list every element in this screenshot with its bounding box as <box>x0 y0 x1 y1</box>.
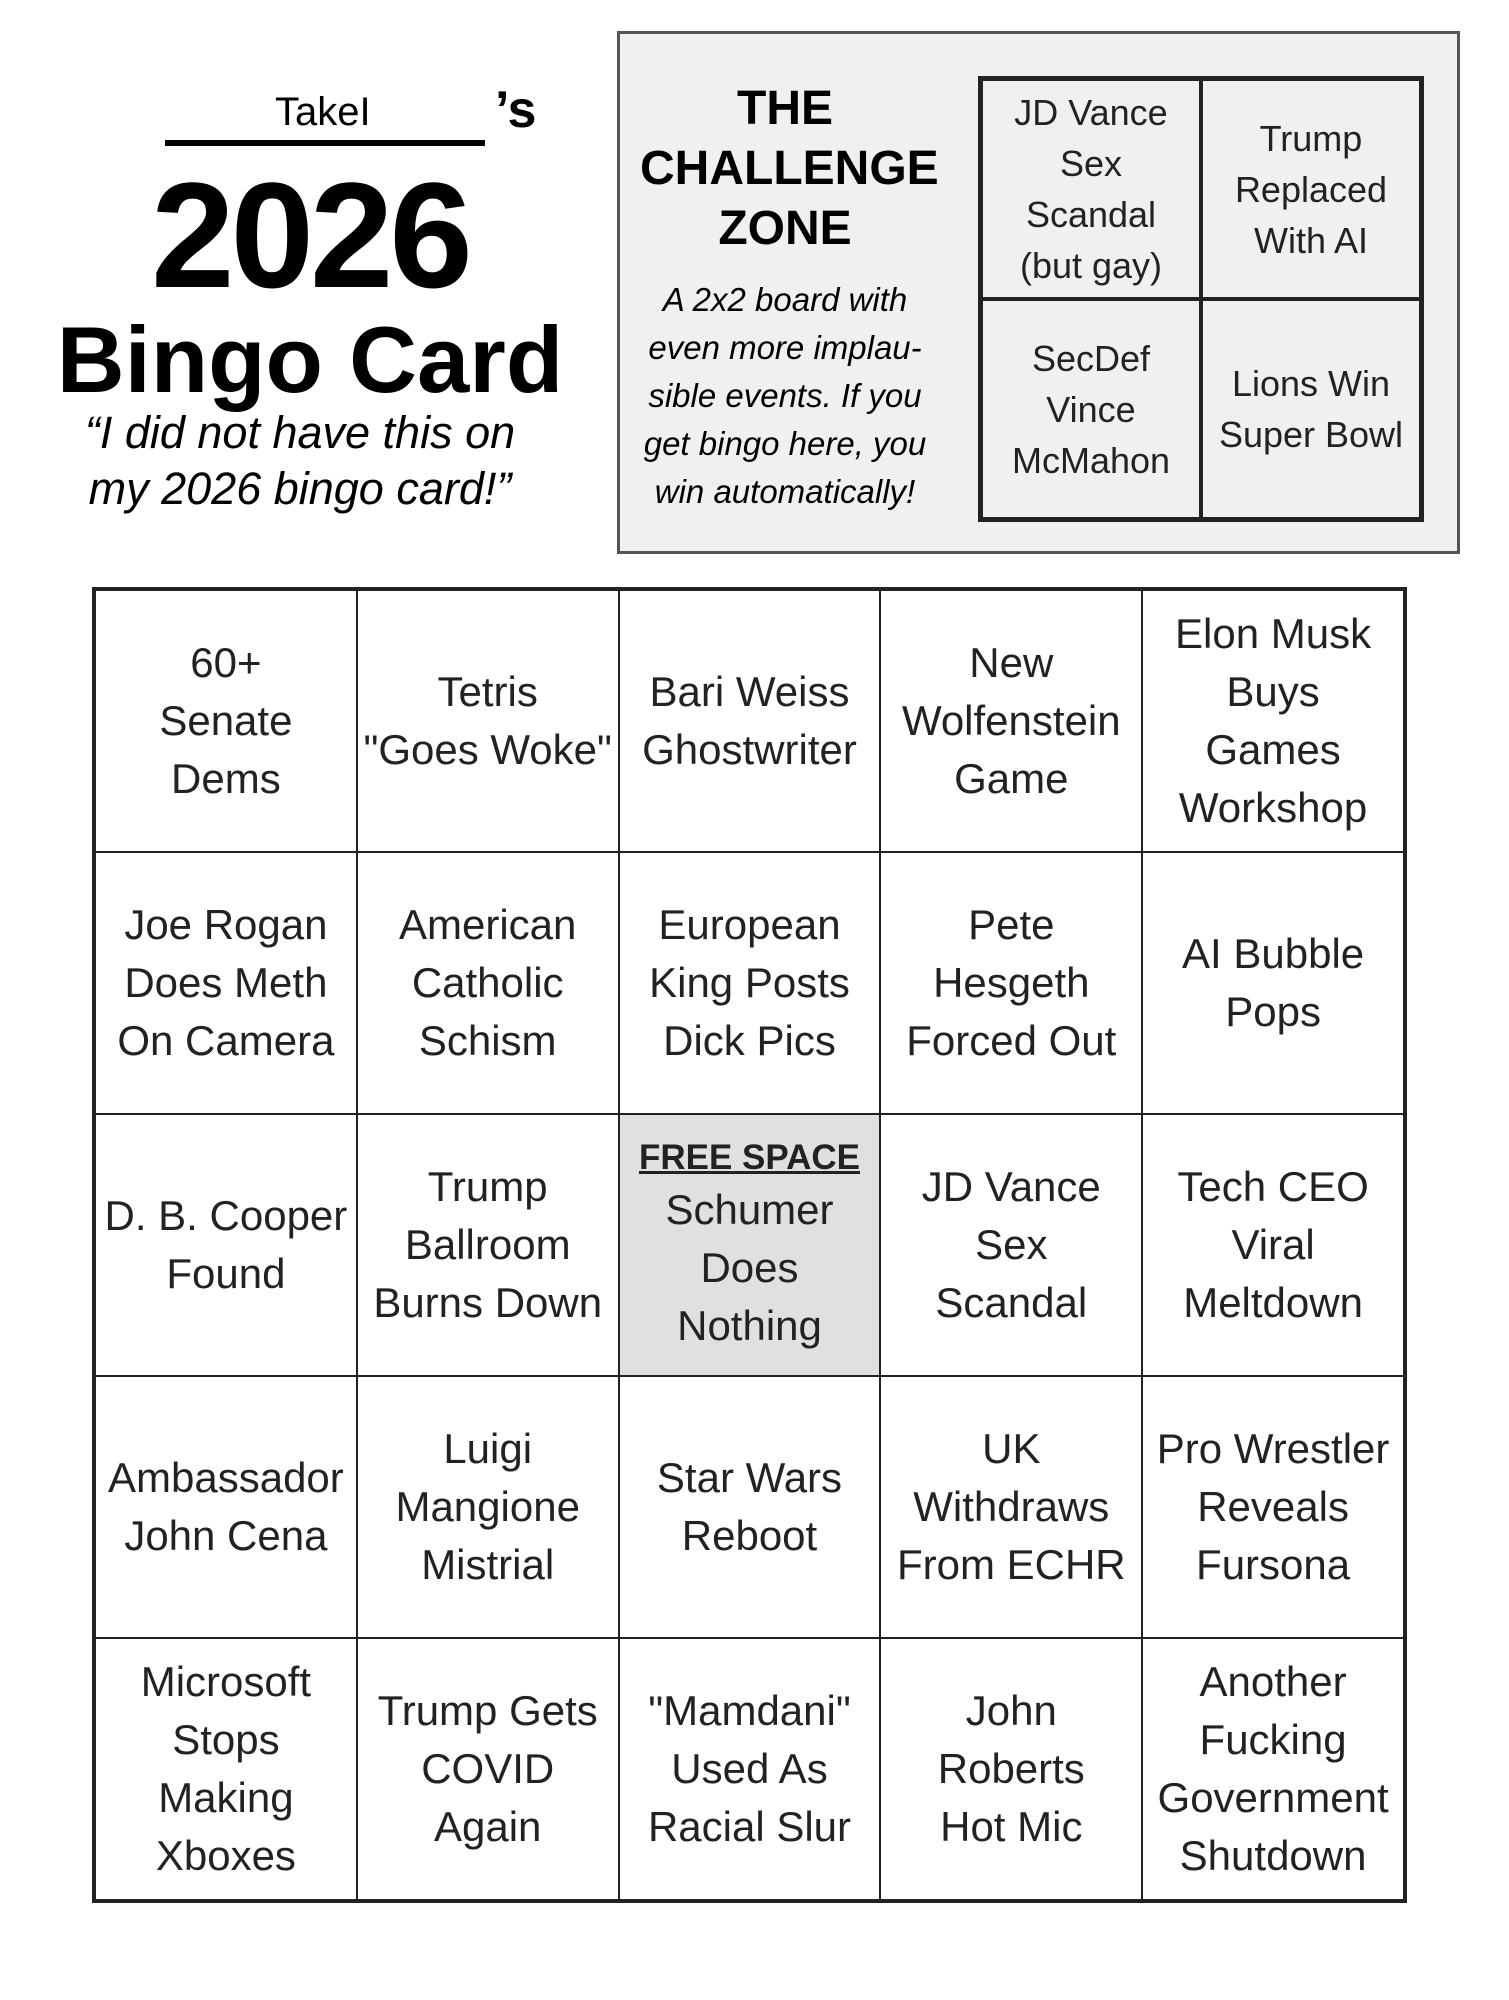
cell-text-line: On Camera <box>117 1017 335 1064</box>
challenge-zone-heading <box>640 79 939 259</box>
cell-text-line: Bari Weiss <box>649 668 850 715</box>
heading-line: THE <box>737 82 833 135</box>
cell-text-line: Pops <box>1225 988 1321 1035</box>
cell-text-line: Trump <box>1259 117 1363 159</box>
cell-text-line: Viral <box>1231 1221 1315 1268</box>
bingo-cell[interactable] <box>95 590 357 852</box>
challenge-grid <box>978 76 1424 522</box>
cell-text-line: Reveals <box>1197 1483 1349 1530</box>
bingo-cell[interactable] <box>1142 852 1404 1114</box>
cell-text-line: Microsoft <box>140 1658 312 1705</box>
card-title: Bingo Card <box>56 307 564 412</box>
cell-text-line: Again <box>433 1803 542 1850</box>
cell-text-line: New <box>969 639 1054 686</box>
cell-text-line: (but gay) <box>1019 245 1163 286</box>
bingo-cell[interactable] <box>357 1376 619 1638</box>
cell-text-line: European <box>658 901 841 948</box>
cell-text-line: Game <box>954 755 1069 802</box>
bingo-cell[interactable] <box>1142 590 1404 852</box>
cell-text-line: From ECHR <box>896 1541 1126 1588</box>
bingo-cell[interactable] <box>619 852 881 1114</box>
cell-text-line: 60+ <box>190 639 262 686</box>
bingo-cell[interactable] <box>880 1638 1142 1900</box>
heading-line: CHALLENGE <box>640 142 939 195</box>
cell-text-line: Fursona <box>1196 1541 1351 1588</box>
cell-text-line: "Goes Woke" <box>363 726 612 773</box>
owner-name: TakeI <box>275 90 371 134</box>
cell-text-line: Xboxes <box>155 1832 296 1879</box>
cell-text-line: Scandal <box>1025 194 1157 235</box>
cell-text-line: Dick Pics <box>663 1017 836 1064</box>
cell-text-line: King Posts <box>649 959 850 1006</box>
cell-text-line: Shutdown <box>1179 1832 1367 1879</box>
cell-text-line: Wolfenstein <box>901 697 1121 744</box>
cell-text-line: American <box>398 901 577 948</box>
cell-text-line: Withdraws <box>913 1483 1110 1530</box>
cell-text-line: Stops Making <box>158 1716 294 1821</box>
cell-text-line: Sex <box>1059 143 1123 184</box>
free-space-cell[interactable] <box>619 1114 881 1376</box>
cell-text-line: Scandal <box>935 1279 1088 1326</box>
cell-text-line: Mistrial <box>421 1541 555 1588</box>
cell-text-line: Luigi <box>443 1425 533 1472</box>
cell-text-line: Tetris <box>437 668 538 715</box>
cell-text-line: Hesgeth <box>933 959 1090 1006</box>
cell-text-line: Racial Slur <box>647 1803 852 1850</box>
cell-text-line: Pro Wrestler <box>1156 1425 1390 1472</box>
cell-text-line: John <box>965 1687 1057 1734</box>
card-year: 2026 <box>151 151 469 319</box>
cell-text-line: Reboot <box>681 1512 818 1559</box>
description-line: A 2x2 board with <box>662 281 908 318</box>
cell-text-line: Roberts <box>937 1745 1085 1792</box>
description-line: get bingo here, you <box>643 425 927 462</box>
challenge-cell[interactable] <box>981 299 1201 519</box>
cell-text-line: Ballroom <box>404 1221 571 1268</box>
possessive-suffix: ’s <box>495 81 537 139</box>
tagline-quote <box>60 405 540 517</box>
cell-text-line: Super Bowl <box>1218 414 1404 455</box>
cell-text-line: Senate <box>159 697 293 744</box>
cell-text-line: COVID <box>421 1745 555 1792</box>
free-space-label: FREE SPACE <box>638 1138 861 1177</box>
cell-text-line: Used As <box>671 1745 828 1792</box>
heading-line: ZONE <box>718 202 852 255</box>
cell-text-line: UK <box>982 1425 1041 1472</box>
cell-text-line: Catholic <box>411 959 564 1006</box>
bingo-cell[interactable] <box>880 852 1142 1114</box>
cell-text-line: Dems <box>171 755 281 802</box>
quote-line: “I did not have this on <box>84 407 516 458</box>
cell-text-line: Ghostwriter <box>642 726 857 773</box>
cell-text-line: Meltdown <box>1183 1279 1363 1326</box>
description-line: win automatically! <box>654 473 916 510</box>
bingo-cell[interactable] <box>619 1638 881 1900</box>
quote-line: my 2026 bingo card!” <box>88 463 512 514</box>
cell-text-line: Nothing <box>677 1302 822 1349</box>
cell-text-line: Fucking <box>1199 1716 1347 1763</box>
cell-text-line: Found <box>166 1250 286 1297</box>
bingo-cell[interactable] <box>357 852 619 1114</box>
title-block <box>40 70 580 520</box>
bingo-cell[interactable] <box>619 590 881 852</box>
bingo-cell[interactable] <box>880 590 1142 852</box>
cell-text-line: Ambassador <box>108 1454 344 1501</box>
bingo-cell[interactable] <box>880 1376 1142 1638</box>
cell-text-line: "Mamdani" <box>648 1687 851 1734</box>
bingo-cell[interactable] <box>357 1638 619 1900</box>
cell-text-line: Mangione <box>395 1483 580 1530</box>
cell-text-line: Sex <box>975 1221 1048 1268</box>
cell-text-line: Star Wars <box>656 1454 843 1501</box>
challenge-cell-text <box>1235 113 1387 266</box>
cell-text-line: With AI <box>1253 219 1368 261</box>
challenge-cell-text <box>1014 87 1167 291</box>
cell-text-line: JD Vance <box>921 1163 1101 1210</box>
cell-text-line: Does Meth <box>124 959 328 1006</box>
cell-text-line: Schumer <box>665 1186 834 1233</box>
bingo-cell[interactable] <box>880 1114 1142 1376</box>
cell-text-line: JD Vance <box>1014 92 1168 133</box>
cell-text-line: D. B. Cooper <box>104 1192 348 1239</box>
cell-text-line: Schism <box>418 1017 557 1064</box>
cell-text-line: Joe Rogan <box>124 901 328 948</box>
cell-text-line: Trump Gets <box>377 1687 598 1734</box>
cell-text-line: McMahon <box>1011 439 1171 481</box>
challenge-zone <box>617 31 1460 554</box>
challenge-cell-text <box>1012 333 1170 486</box>
cell-text-line: John Cena <box>124 1512 328 1559</box>
challenge-cell[interactable] <box>981 79 1201 299</box>
bingo-cell[interactable] <box>1142 1376 1404 1638</box>
name-underline <box>165 140 485 146</box>
cell-text-line: Buys <box>1226 668 1320 715</box>
cell-text-line: Another <box>1199 1658 1347 1705</box>
bingo-cell[interactable] <box>357 590 619 852</box>
cell-text-line: Government <box>1157 1774 1389 1821</box>
bingo-cell[interactable] <box>1142 1114 1404 1376</box>
bingo-cell[interactable] <box>619 1376 881 1638</box>
cell-text-line: Games <box>1205 726 1341 773</box>
cell-text-line: Workshop <box>1178 784 1368 831</box>
cell-text-line: AI Bubble <box>1182 930 1365 977</box>
cell-text-line: Forced Out <box>906 1017 1117 1064</box>
cell-text-line: Burns Down <box>373 1279 603 1326</box>
cell-text-line: Vince <box>1046 388 1136 430</box>
cell-text-line: Trump <box>427 1163 548 1210</box>
cell-text-line: Replaced <box>1234 168 1388 210</box>
bingo-cell[interactable] <box>95 1114 357 1376</box>
challenge-cell-text <box>1219 358 1403 460</box>
cell-text-line: Pete <box>968 901 1055 948</box>
description-line: sible events. If you <box>648 377 922 414</box>
challenge-zone-description <box>640 276 930 516</box>
bingo-cell[interactable] <box>95 1376 357 1638</box>
cell-text-line: Elon Musk <box>1175 610 1372 657</box>
cell-text-line: Lions Win <box>1231 363 1391 404</box>
bingo-cell[interactable] <box>357 1114 619 1376</box>
challenge-cell[interactable] <box>1201 299 1421 519</box>
cell-text-line: Hot Mic <box>940 1803 1083 1850</box>
bingo-grid <box>92 587 1407 1903</box>
bingo-cell[interactable] <box>95 852 357 1114</box>
description-line: even more implau- <box>648 329 922 366</box>
name-line <box>125 70 537 150</box>
bingo-cell[interactable] <box>95 1638 357 1900</box>
cell-text-line: Does <box>700 1244 799 1291</box>
bingo-cell[interactable] <box>1142 1638 1404 1900</box>
cell-text-line: SecDef <box>1031 337 1151 379</box>
challenge-cell[interactable] <box>1201 79 1421 299</box>
cell-text-line: Tech CEO <box>1177 1163 1369 1210</box>
